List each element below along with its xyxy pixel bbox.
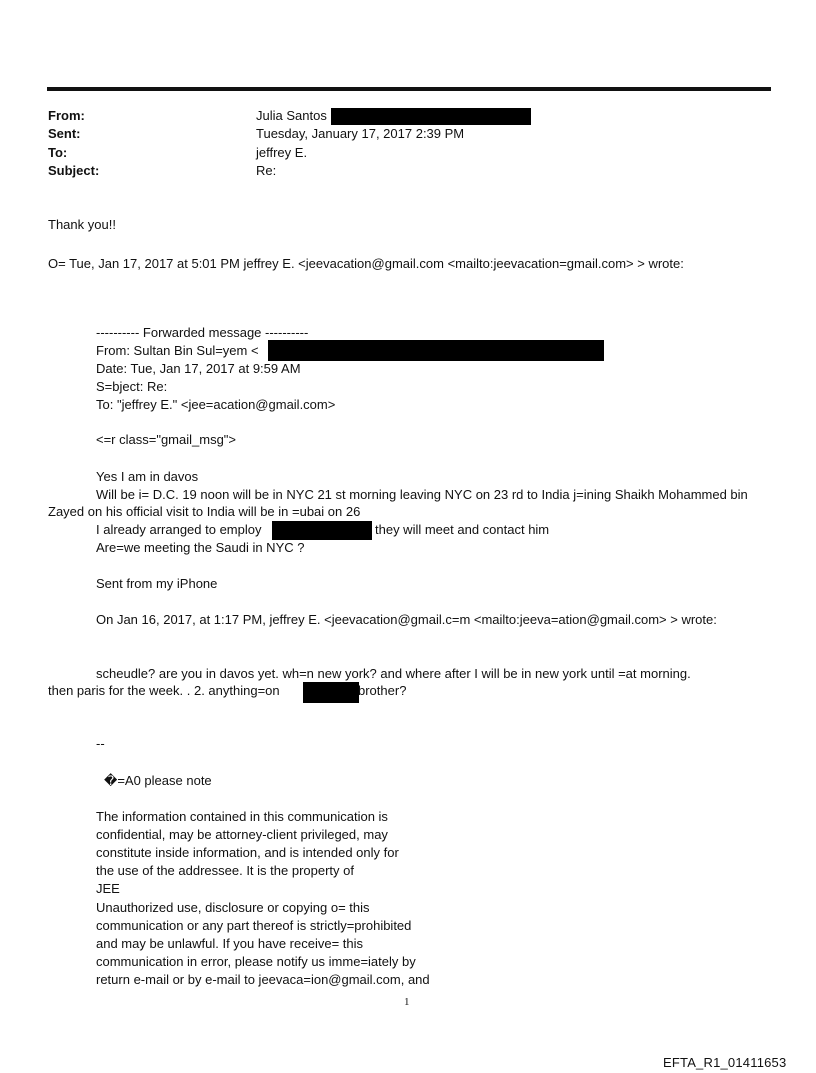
please-note: �=A0 please note	[104, 773, 212, 788]
disclaimer-line: the use of the addressee. It is the property of	[96, 863, 354, 878]
disclaimer-line: confidential, may be attorney-client privileged, may	[96, 827, 388, 842]
disclaimer-line: communication in error, please notify us imme=iately by	[96, 954, 416, 969]
from-value: Julia Santos	[256, 108, 327, 123]
schedule-line: scheudle? are you in davos yet. wh=n new york? and where after I will be in new york until =at morning.	[96, 666, 691, 681]
sent-from-line: Sent from my iPhone	[96, 576, 218, 591]
fwd-subject: S=bject: Re:	[96, 379, 168, 394]
redaction-box	[272, 521, 372, 540]
to-value: jeffrey E.	[256, 145, 308, 160]
disclaimer-line: and may be unlawful. If you have receive= this	[96, 936, 364, 951]
thanks-line: Thank you!!	[48, 217, 116, 232]
message-line: Zayed on his official visit to India will be in =ubai on 26	[48, 504, 361, 519]
redaction-box	[303, 682, 359, 703]
subject-value: Re:	[256, 163, 277, 178]
to-label: To:	[48, 145, 68, 160]
fwd-from: From: Sultan Bin Sul=yem <	[96, 343, 259, 358]
fwd-date: Date: Tue, Jan 17, 2017 at 9:59 AM	[96, 361, 301, 376]
disclaimer-line: Unauthorized use, disclosure or copying o= this	[96, 900, 370, 915]
subject-label: Subject:	[48, 163, 100, 178]
disclaimer-line: constitute inside information, and is intended only for	[96, 845, 399, 860]
bates-number: EFTA_R1_01411653	[663, 1055, 787, 1070]
reply-intro: On Jan 16, 2017, at 1:17 PM, jeffrey E. <jeevacation@gmail.c=m <mailto:jeeva=ation@gmail.com> > wrote:	[96, 612, 717, 627]
message-line: they will meet and contact him	[375, 522, 550, 537]
page-number: 1	[404, 996, 410, 1008]
message-line: Will be i= D.C. 19 noon will be in NYC 21 st morning leaving NYC on 23 rd to India j=ining Shaikh Mohammed bin	[96, 487, 748, 502]
disclaimer-line: return e-mail or by e-mail to jeevaca=ion@gmail.com, and	[96, 972, 430, 987]
schedule-line: then paris for the week. . 2. anything=on	[48, 683, 280, 698]
schedule-line: brother?	[358, 683, 407, 698]
message-line: Are=we meeting the Saudi in NYC ?	[96, 540, 305, 555]
redaction-box	[268, 340, 604, 361]
disclaimer-line: JEE	[96, 881, 120, 896]
redaction-box	[331, 108, 531, 125]
disclaimer-line: The information contained in this communication is	[96, 809, 388, 824]
html-artifact: <=r class="gmail_msg">	[96, 432, 237, 447]
quote-intro: O= Tue, Jan 17, 2017 at 5:01 PM jeffrey E. <jeevacation@gmail.com <mailto:jeevacation=gmail.com> > wrote:	[48, 256, 684, 271]
sent-label: Sent:	[48, 126, 81, 141]
signature-dashes: --	[96, 736, 105, 751]
sent-value: Tuesday, January 17, 2017 2:39 PM	[256, 126, 465, 141]
message-line: I already arranged to employ	[96, 522, 262, 537]
message-line: Yes I am in davos	[96, 469, 199, 484]
forwarded-header: ---------- Forwarded message ----------	[96, 325, 309, 340]
top-rule	[47, 87, 771, 91]
fwd-to: To: "jeffrey E." <jee=acation@gmail.com>	[96, 397, 336, 412]
disclaimer-line: communication or any part thereof is strictly=prohibited	[96, 918, 412, 933]
from-label: From:	[48, 108, 85, 123]
